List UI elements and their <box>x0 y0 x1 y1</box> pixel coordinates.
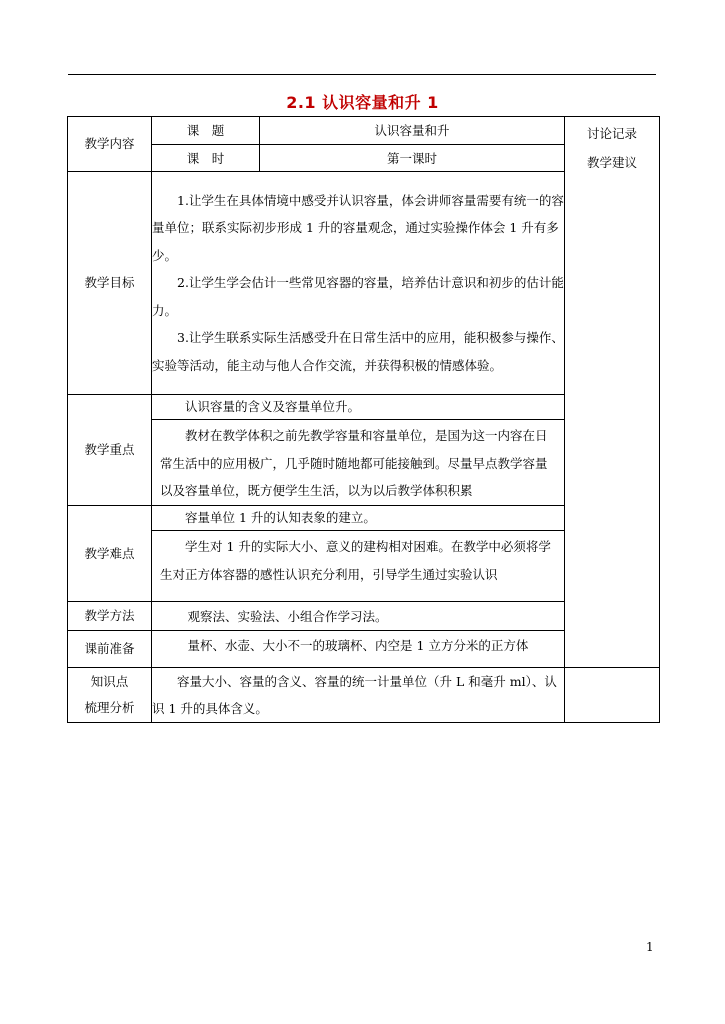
objective-item: 3.让学生联系实际生活感受升在日常生活中的应用，能积极参与操作、实验等活动，能主动与他人合作交流，并获得积极的情感体验。 <box>152 330 564 373</box>
suggestion-label: 教学建议 <box>586 155 637 170</box>
topic-label: 课 题 <box>152 117 260 145</box>
preparation-label: 课前准备 <box>68 631 152 668</box>
preparation-text: 量杯、水壶、大小不一的玻璃杯、内空是 1 立方分米的正方体 <box>187 638 529 653</box>
key-points-paragraph: 教材在教学体积之前先教学容量和容量单位，是国为这一内容在日常生活中的应用极广，几乎随时随地都可能接触到。尽量早点教学容量以及容量单位，既方便学生生活，以为以后教学体积积累 <box>160 428 548 498</box>
top-rule <box>68 74 656 75</box>
knowledge-label-line1: 知识点 <box>90 674 129 689</box>
topic-value: 认识容量和升 <box>260 117 565 145</box>
lesson-plan-table <box>67 116 660 723</box>
objective-item: 1.让学生在具体情境中感受并认识容量，体会讲师容量需要有统一的容量单位；联系实际初步形成 1 升的容量观念，通过实验操作体会 1 升有多少。 <box>152 192 564 263</box>
period-value: 第一课时 <box>260 144 565 172</box>
knowledge-label <box>68 668 152 723</box>
period-label: 课 时 <box>152 144 260 172</box>
key-points-content <box>152 395 565 506</box>
difficulties-paragraph: 学生对 1 升的实际大小、意义的建构相对困难。在教学中必须将学生对正方体容器的感性认识充分利用，引导学生通过实验认识 <box>160 539 551 582</box>
methods-content <box>152 602 565 631</box>
preparation-content <box>152 631 565 668</box>
page-title: 2.1 认识容量和升 1 <box>286 93 439 112</box>
discussion-column <box>565 117 660 668</box>
knowledge-side-cell <box>565 668 660 723</box>
difficulties-label: 教学难点 <box>68 506 152 602</box>
objectives-label: 教学目标 <box>68 172 152 395</box>
knowledge-label-line2: 梳理分析 <box>84 700 135 715</box>
page-number: 1 <box>646 940 654 954</box>
difficulties-content <box>152 506 565 602</box>
difficulties-line: 容量单位 1 升的认知表象的建立。 <box>152 506 564 531</box>
content-label: 教学内容 <box>68 117 152 172</box>
knowledge-text: 容量大小、容量的含义、容量的统一计量单位（升 L 和毫升 ml）、认识 1 升的具体含义。 <box>152 674 557 716</box>
objective-item: 2.让学生学会估计一些常见容器的容量，培养估计意识和初步的估计能力。 <box>152 275 564 318</box>
discussion-label: 讨论记录 <box>586 126 637 141</box>
key-points-line: 认识容量的含义及容量单位升。 <box>152 395 564 420</box>
key-points-label: 教学重点 <box>68 395 152 506</box>
objectives-content <box>152 172 565 395</box>
knowledge-content <box>152 668 565 723</box>
methods-text: 观察法、实验法、小组合作学习法。 <box>187 609 388 624</box>
methods-label: 教学方法 <box>68 602 152 631</box>
